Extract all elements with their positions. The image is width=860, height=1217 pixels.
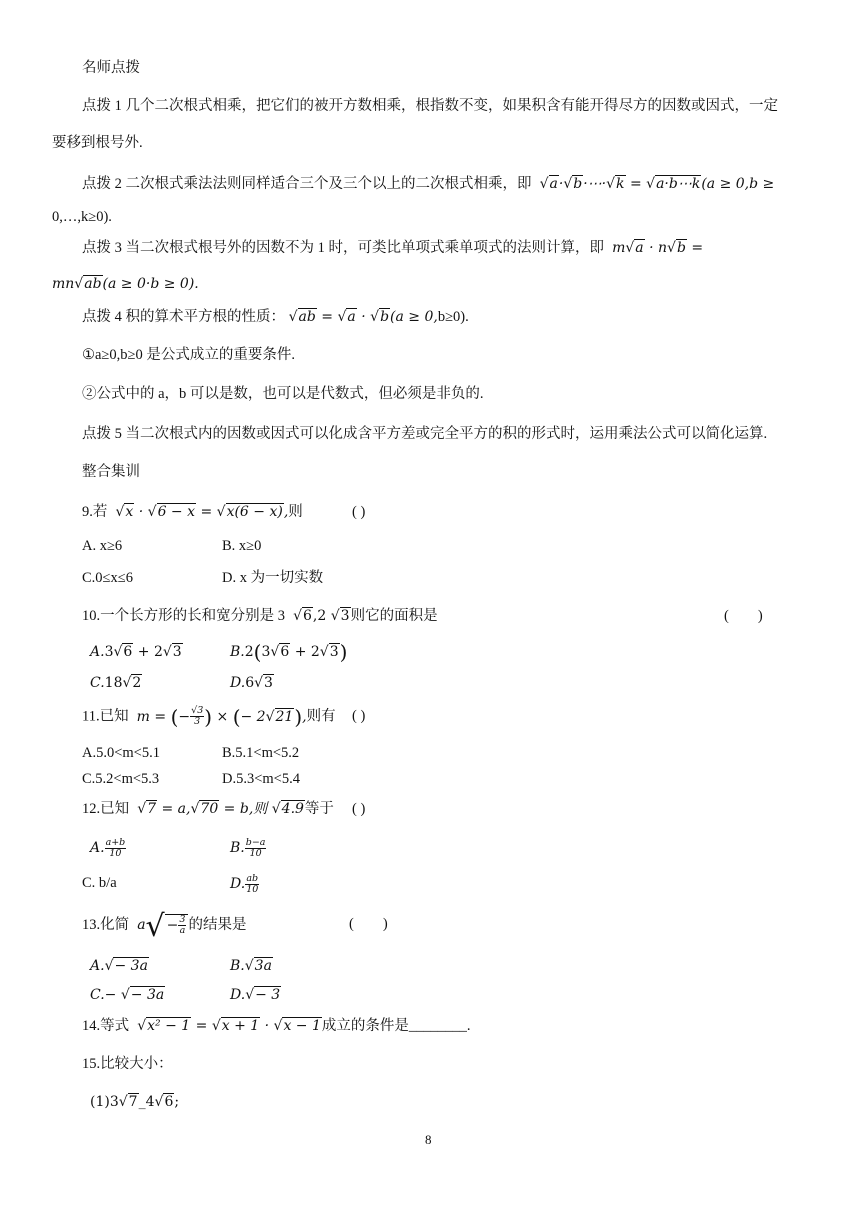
- question-12-option-c: C. b/a: [82, 875, 117, 891]
- page-number: 8: [425, 1132, 432, 1147]
- question-12-formula: √7 = a,√70 = b,则 √4.9: [137, 801, 304, 817]
- question-9-option-c: C.0≤x≤6: [82, 570, 133, 586]
- question-13-answer-blank: ( ): [349, 916, 388, 932]
- tip-2-text: 点拨 2 二次根式乘法法则同样适合三个及三个以上的二次根式相乘，即: [82, 176, 532, 192]
- question-11-option-a: A.5.0<m<5.1: [82, 745, 160, 761]
- tip-1-line-1: 点拨 1 几个二次根式相乘，把它们的被开方数相乘，根指数不变，如果积含有能开得尽方的因数或因式，一定: [82, 98, 778, 114]
- question-15-part-1: (1)3√7_4√6;: [90, 1094, 180, 1110]
- tip-3-line-1: [82, 238, 703, 258]
- tip-4-line: [82, 307, 469, 327]
- question-10-prefix: 10.一个长方形的长和宽分别是 3: [82, 608, 285, 624]
- tip-1-line-2: 要移到根号外.: [52, 135, 143, 151]
- question-12-suffix: 等于: [304, 801, 334, 817]
- tip-3-text: 点拨 3 当二次根式根号外的因数不为 1 时，可类比单项式乘单项式的法则计算，即: [82, 240, 604, 256]
- question-12-option-d: D. $\frac{ab}{10}$: [230, 873, 259, 896]
- question-10-values: √6,2 √3: [293, 608, 350, 624]
- question-11-prefix: 11.已知: [82, 708, 129, 725]
- question-13-option-a: A.√− 3a: [90, 958, 148, 974]
- question-11-option-c: C.5.2<m<5.3: [82, 771, 160, 787]
- question-13-stem: [82, 909, 247, 944]
- question-9-suffix: 则: [288, 504, 303, 520]
- question-14-prefix: 14.等式: [82, 1018, 130, 1034]
- tip-3-formula-b: mn√ab(a ≥ 0·b ≥ 0).: [52, 276, 199, 292]
- question-10-suffix: 则它的面积是: [350, 608, 438, 624]
- question-10-answer-blank: ( ): [724, 608, 763, 624]
- question-11-option-b: B.5.1<m<5.2: [222, 745, 300, 761]
- tip-4-note-2: ②公式中的 a，b 可以是数，也可以是代数式，但必须是非负的.: [82, 386, 484, 402]
- question-13-prefix: 13.化简: [82, 917, 130, 933]
- question-9-option-a: A. x≥6: [82, 538, 123, 554]
- question-9-stem: [82, 502, 303, 522]
- tip-2-line-2: 0,…,k≥0).: [52, 209, 112, 225]
- question-12-option-b: B. $\frac{b-a}{10}$: [230, 837, 266, 860]
- question-13-option-b: B.√3a: [230, 958, 272, 974]
- tip-3-line-2: [52, 274, 199, 294]
- tip-2-formula: √a·√b·⋯·√k = √a·b⋯k(a ≥ 0,b ≥: [539, 176, 775, 192]
- tip-3-formula-a: m√a · n√b =: [607, 240, 704, 256]
- question-9-option-d: D. x 为一切实数: [222, 570, 324, 586]
- tip-2-line-1: [82, 174, 774, 194]
- question-13-formula: a√ − $\frac{3}{a}$: [133, 917, 189, 933]
- question-10-stem: [82, 606, 438, 626]
- question-10-option-b: B.2(3√6 + 2√3): [230, 640, 348, 664]
- question-11-stem: [82, 706, 336, 727]
- question-11-formula: m = (− $\frac{√3}{3}$ ) × (− 2√21),: [132, 704, 307, 729]
- tip-4-condition: b≥0).: [437, 309, 469, 325]
- section-heading-tips: 名师点拨: [82, 60, 140, 76]
- question-12-option-a: A. $\frac{a+b}{10}$: [90, 837, 126, 860]
- question-9-answer-blank: ( ): [352, 504, 366, 520]
- question-9-option-b: B. x≥0: [222, 538, 262, 554]
- question-9-prefix: 9.若: [82, 504, 108, 520]
- tip-4-text: 点拨 4 积的算术平方根的性质：: [82, 309, 285, 325]
- question-14-formula: √x² − 1 = √x + 1 · √x − 1: [137, 1018, 321, 1034]
- tip-4-note-1: ①a≥0,b≥0 是公式成立的重要条件.: [82, 347, 295, 363]
- question-12-prefix: 12.已知: [82, 801, 130, 817]
- question-14-suffix: 成立的条件是________.: [321, 1018, 471, 1034]
- tip-5-line: 点拨 5 当二次根式内的因数或因式可以化成含平方差或完全平方的积的形式时，运用乘法公式可以简化运算.: [82, 426, 768, 442]
- question-13-option-d: D.√− 3: [230, 987, 281, 1003]
- question-11-answer-blank: ( ): [352, 708, 366, 724]
- question-15-title: 15.比较大小：: [82, 1056, 173, 1072]
- question-12-answer-blank: ( ): [352, 801, 366, 817]
- section-heading-practice: 整合集训: [82, 464, 140, 480]
- question-11-option-d: D.5.3<m<5.4: [222, 771, 300, 787]
- tip-4-formula: √ab = √a · √b(a ≥ 0,: [288, 309, 438, 325]
- question-14-stem: [82, 1016, 471, 1036]
- question-10-option-c: C.18√2: [90, 675, 142, 691]
- question-11-suffix: 则有: [306, 708, 336, 725]
- question-10-option-d: D.6√3: [230, 675, 273, 691]
- question-13-suffix: 的结果是: [188, 917, 247, 933]
- question-13-option-c: C.− √− 3a: [90, 987, 165, 1003]
- question-12-stem: [82, 799, 334, 819]
- question-9-formula: √x · √6 − x = √x(6 − x),: [115, 504, 289, 520]
- question-10-option-a: A.3√6 + 2√3: [90, 644, 182, 660]
